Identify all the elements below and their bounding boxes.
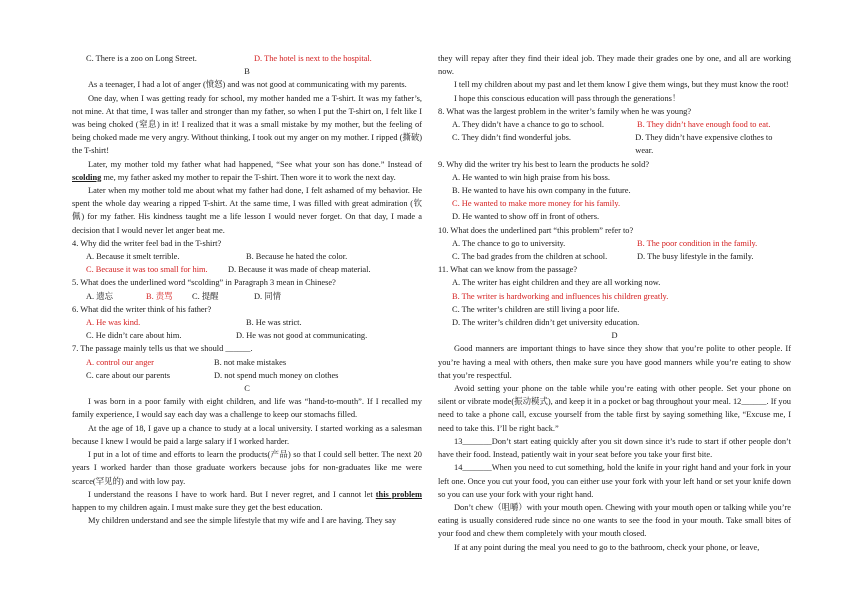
paragraph: At the age of 18, I gave up a chance to study at a local university. I started working as a salesman because I knew I would be paid a large salary if I worked harder. (72, 423, 422, 446)
option-c: C. The writer’s children are still living a poor life. (452, 304, 620, 314)
question-6: 6. What did the writer think of his father? (72, 304, 212, 314)
question-10-options (438, 237, 791, 250)
question-8: 8. What was the largest problem in the writer’s family when he was young? (438, 106, 692, 116)
paragraph: If at any point during the meal you need to go to the bathroom, check your phone, or leave, (454, 542, 760, 552)
underlined-phrase: this problem (375, 489, 422, 499)
question-6-options (72, 316, 422, 329)
option-c: C. He didn’t care about him. (86, 331, 182, 341)
question-10-options (438, 250, 791, 263)
option-d: D. He was not good at communicating. (236, 331, 368, 341)
option-b-answer: B. They didn’t have enough food to eat. (637, 120, 771, 130)
paragraph-text: Later, my mother told my father what had happened, “See what your son has done.” Instead of (88, 159, 422, 169)
option-b: B. He was strict. (246, 318, 302, 328)
paragraph: 13_______Don’t start eating quickly after you sit down since it’s rude to start if other people don’t have their food. Instead, patiently wait in your seat before you take your first bite. (438, 436, 791, 460)
paragraph: My children understand and see the simple lifestyle that my wife and I are having. They say (88, 516, 397, 526)
question-4-options (72, 263, 422, 276)
option-c-answer: C. He wanted to make more money for his family. (452, 199, 621, 209)
question-4: 4. Why did the writer feel bad in the T-shirt? (72, 238, 222, 248)
option-c: C. They didn’t find wonderful jobs. (452, 133, 572, 143)
option-c-answer: C. Because it was too small for him. (86, 265, 208, 275)
option-d: D. not spend much money on clothes (214, 370, 339, 380)
question-5: 5. What does the underlined word “scolding” in Paragraph 3 mean in Chinese? (72, 278, 336, 288)
option-b: B. Because he hated the color. (246, 252, 348, 262)
option-d-answer: D. The hotel is next to the hospital. (254, 54, 372, 63)
option-a: A. He wanted to win high praise from his boss. (452, 172, 610, 182)
paragraph-text: happen to my children again. I must make sure they get the best education. (72, 502, 323, 512)
paragraph: they will repay after they find their ideal job. They made their grades one by one, and all are working now. (438, 54, 791, 77)
paragraph: Avoid setting your phone on the table while you’re eating with other people. Set your phone on silent or vibrate mode(振动模式), and keep it in a pocket or bag throughout your meal. 12______. If you need to take a phone call, excuse yourself from the table first by saying something like, “Excuse me, I need to take this. I’ll be right back.” (438, 384, 791, 433)
option-d: D. The writer’s children didn’t get university education. (452, 318, 640, 328)
paragraph: I put in a lot of time and efforts to learn the products(产品) so that I could sell better. The next 20 years I worked harder than those graduate workers because jobs for non-graduates like me were scarce(罕见的) and with low pay. (72, 450, 422, 486)
option-a: A. They didn’t have a chance to go to school. (452, 120, 605, 130)
section-heading-d: D (611, 331, 618, 341)
right-column (438, 52, 791, 554)
option-b-answer: B. 责骂 (146, 291, 173, 301)
option-d: D. 同情 (254, 291, 281, 301)
paragraph: 14_______When you need to cut something, hold the knife in your right hand and your fork in your left one. Once you cut your food, you can either use your fork with your left hand or set your knife down so you can use your fork with your right hand. (438, 463, 791, 499)
paragraph: I hope this conscious education will pass through the generations！ (454, 93, 681, 103)
option-a-answer: A. He was kind. (86, 318, 141, 328)
paragraph-text: me, my father asked my mother to repair the T-shirt. Then wore it to work the next day. (101, 172, 396, 182)
option-b-answer: B. The writer is hardworking and influences his children greatly. (452, 291, 669, 301)
option-b: B. He wanted to have his own company in the future. (452, 186, 631, 196)
underlined-word: scolding (72, 172, 102, 182)
question-5-options (72, 290, 422, 303)
paragraph: Later when my mother told me about what my father had done, I felt ashamed of my behavior. He spent the whole day wearing a ripped T-shirt. At the same time, I was filled with great admiration (钦佩) for my father. His kindness taught me a life lesson I would never forget. On that day, I made a decision that I would never let anger beat me. (72, 186, 422, 235)
question-4-options (72, 250, 422, 263)
paragraph-text: I understand the reasons I have to work hard. But I never regret, and I cannot let (88, 489, 376, 499)
paragraph: I was born in a poor family with eight children, and life was “hand-to-mouth”. If I recalled my family experience, I would say each day was a challenge to keep our stomachs filled. (72, 397, 422, 420)
paragraph (72, 158, 422, 184)
option-c: C. care about our parents (86, 370, 170, 380)
option-d: D. Because it was made of cheap material. (228, 265, 371, 275)
question-11: 11. What can we know from the passage? (438, 265, 578, 275)
paragraph (72, 488, 422, 514)
question-7-options (72, 356, 422, 369)
left-column (72, 52, 422, 527)
option-b-answer: B. The poor condition in the family. (637, 238, 758, 248)
option-a: A. The writer has eight children and they are all working now. (452, 278, 661, 288)
paragraph: As a teenager, I had a lot of anger (愤怒) and was not good at communicating with my parents. (88, 80, 407, 90)
paragraph: One day, when I was getting ready for school, my mother handed me a T-shirt. It was my father’s, not mine. At that time, I was taller and stronger than my father, so when I put the T-shirt on, I felt like I was being choked (窒息) in it! I realized that it was a small mistake by my mother, but the feeling of being choked made me very angry. Without thinking, I took out my anger on my mother. I ripped (撕破) the T-shirt! (72, 93, 422, 156)
question-10: 10. What does the underlined part “this problem” refer to? (438, 225, 634, 235)
paragraph: I tell my children about my past and let them know I give them wings, but they must know the root! (454, 80, 789, 90)
option-c: C. The bad grades from the children at school. (452, 252, 608, 262)
section-heading-b: B (244, 67, 250, 77)
option-a: A. Because it smelt terrible. (86, 252, 180, 262)
question-6-options (72, 329, 422, 342)
option-a-answer: A. control our anger (86, 357, 154, 367)
option-a: A. 遗忘 (86, 291, 113, 301)
option-d: D. They didn’t have expensive clothes to wear. (635, 133, 773, 156)
paragraph: Good manners are important things to have since they show that you’re polite to other people. If you’re having a meal with others, then make sure you have good manners while you’re eating to show that you’re respectful. (438, 344, 791, 380)
option-b: B. not make mistakes (214, 357, 287, 367)
prev-question-options (72, 52, 422, 65)
option-c: C. There is a zoo on Long Street. (86, 54, 197, 63)
paragraph: Don’t chew（咀嚼）with your mouth open. Chewing with your mouth open or talking while you’re eating is usually considered rude since no one wants to see the food in your mouth. Take small bites of your food and chew them completely with your mouth closed. (438, 502, 791, 539)
option-c: C. 提醒 (192, 291, 219, 301)
question-7-options (72, 369, 422, 382)
question-9: 9. Why did the writer try his best to learn the products he sold? (438, 159, 650, 169)
question-8-options (438, 131, 791, 157)
section-heading-c: C (244, 384, 250, 394)
option-d: D. The busy lifestyle in the family. (637, 252, 754, 262)
question-7: 7. The passage mainly tells us that we should ______. (72, 344, 253, 354)
question-8-options (438, 118, 791, 131)
option-d: D. He wanted to show off in front of others. (452, 212, 600, 222)
option-a: A. The chance to go to university. (452, 238, 566, 248)
